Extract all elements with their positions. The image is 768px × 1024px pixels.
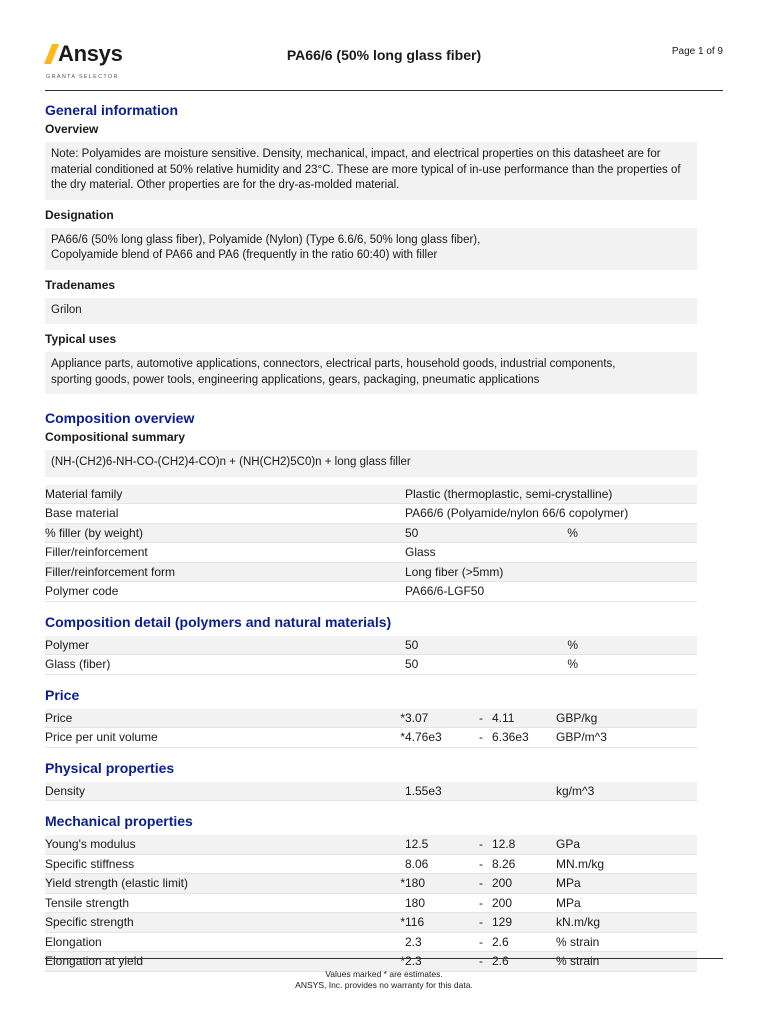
table-row (45, 932, 697, 952)
value-low: 116 (405, 913, 470, 933)
property-value: PA66/6-LGF50 (405, 582, 697, 602)
footer-estimates-note: Values marked * are estimates. (325, 969, 443, 979)
property-name: % filler (by weight) (45, 523, 405, 543)
logo-text: Ansys (58, 41, 123, 66)
value-high: 2.6 (492, 932, 556, 952)
physical-table (45, 782, 697, 802)
range-dash: - (470, 728, 492, 748)
property-name: Polymer code (45, 582, 405, 602)
property-name: Price per unit volume (45, 728, 390, 748)
table-row (45, 562, 697, 582)
property-unit: kN.m/kg (556, 913, 697, 933)
estimate-marker: * (390, 728, 405, 748)
table-row (45, 782, 697, 801)
value-high: 8.26 (492, 854, 556, 874)
property-unit: % (567, 636, 697, 655)
range-dash: - (470, 932, 492, 952)
estimate-marker (390, 854, 405, 874)
range-dash (470, 782, 492, 801)
section-title-physical: Physical properties (45, 759, 175, 776)
property-value: Long fiber (>5mm) (405, 562, 697, 582)
compositional-summary-text: (NH-(CH2)6-NH-CO-(CH2)4-CO)n + (NH(CH2)5C0)n + long glass filler (45, 450, 697, 477)
table-row (45, 543, 697, 563)
value-high: 12.8 (492, 835, 556, 854)
table-row (45, 504, 697, 524)
range-dash: - (470, 913, 492, 933)
footer-divider (45, 958, 723, 959)
value-high: 2.6 (492, 952, 556, 972)
price-table (45, 709, 697, 748)
table-row (45, 913, 697, 933)
value-low: 2.3 (405, 932, 470, 952)
typical-uses-line: sporting goods, power tools, engineering applications, gears, packaging, pneumatic applications (51, 373, 540, 386)
designation-line: Copolyamide blend of PA66 and PA6 (frequently in the ratio 60:40) with filler (51, 249, 438, 261)
property-unit: kg/m^3 (556, 782, 697, 801)
property-name: Filler/reinforcement (45, 543, 405, 563)
overview-text: Note: Polyamides are moisture sensitive. Density, mechanical, impact, and electrical properties on this datasheet are for material conditioned at 50% relative humidity and 23°C. These are more typical of in-use performance than the properties of the dry material. Other properties are for the dry-as-molded material. (45, 142, 697, 200)
property-unit: % (567, 523, 697, 543)
range-dash: - (470, 952, 492, 972)
property-unit: MPa (556, 874, 697, 894)
compositional-summary-label: Compositional summary (45, 430, 186, 444)
value-low: 180 (405, 874, 470, 894)
property-name: Filler/reinforcement form (45, 562, 405, 582)
value-high: 4.11 (492, 709, 556, 728)
property-unit: MN.m/kg (556, 854, 697, 874)
composition-detail-table (45, 636, 697, 675)
property-unit: GBP/m^3 (556, 728, 697, 748)
range-dash: - (470, 854, 492, 874)
table-row (45, 636, 697, 655)
property-value: PA66/6 (Polyamide/nylon 66/6 copolymer) (405, 504, 697, 524)
estimate-marker: * (390, 709, 405, 728)
header-divider (45, 90, 723, 91)
table-row (45, 582, 697, 602)
page-number: Page 1 of 9 (671, 46, 723, 57)
footer-warranty-note: ANSYS, Inc. provides no warranty for this data. (295, 980, 473, 990)
designation-box (45, 228, 697, 270)
property-value: 50 (405, 523, 567, 543)
range-dash: - (470, 874, 492, 894)
value-low: 8.06 (405, 854, 470, 874)
estimate-marker (390, 932, 405, 952)
property-name: Tensile strength (45, 893, 390, 913)
typical-uses-line: Appliance parts, automotive applications, connectors, electrical parts, household goods, industrial components, (51, 358, 616, 370)
logo-subtitle: GRANTA SELECTOR (46, 74, 119, 80)
table-row (45, 893, 697, 913)
property-unit: GPa (556, 835, 697, 854)
property-name: Young's modulus (45, 835, 390, 854)
property-name: Glass (fiber) (45, 655, 405, 675)
value-high: 6.36e3 (492, 728, 556, 748)
table-row (45, 835, 697, 854)
mechanical-table (45, 835, 697, 972)
table-row (45, 854, 697, 874)
content (45, 96, 697, 972)
property-name: Polymer (45, 636, 405, 655)
document-title: PA66/6 (50% long glass fiber) (286, 47, 482, 63)
range-dash: - (470, 709, 492, 728)
property-name: Material family (45, 485, 405, 504)
section-title-price: Price (45, 686, 80, 703)
footer (0, 969, 768, 991)
property-name: Specific strength (45, 913, 390, 933)
property-unit: % (567, 655, 697, 675)
table-row (45, 523, 697, 543)
typical-uses-label: Typical uses (45, 332, 117, 346)
estimate-marker: * (390, 952, 405, 972)
typical-uses-box (45, 352, 697, 394)
value-high: 129 (492, 913, 556, 933)
estimate-marker (390, 835, 405, 854)
designation-line: PA66/6 (50% long glass fiber), Polyamide (Nylon) (Type 6.6/6, 50% long glass fiber), (51, 233, 481, 246)
estimate-marker: * (390, 913, 405, 933)
table-row (45, 655, 697, 675)
table-row (45, 709, 697, 728)
value-low: 2.3 (405, 952, 470, 972)
composition-table (45, 485, 697, 602)
tradenames-label: Tradenames (45, 277, 116, 292)
value-low: 3.07 (405, 709, 470, 728)
overview-label: Overview (45, 122, 99, 136)
value-low: 180 (405, 893, 470, 913)
designation-label: Designation (45, 207, 114, 222)
property-name: Elongation (45, 932, 390, 952)
range-dash: - (470, 893, 492, 913)
property-unit: MPa (556, 893, 697, 913)
range-dash: - (470, 835, 492, 854)
value-low: 1.55e3 (405, 782, 470, 801)
value-high (492, 782, 556, 801)
value-low: 12.5 (405, 835, 470, 854)
tradenames-text: Grilon (45, 298, 697, 325)
section-title-mechanical: Mechanical properties (45, 813, 193, 829)
property-name: Density (45, 782, 390, 801)
section-title-composition-detail: Composition detail (polymers and natural materials) (45, 613, 392, 630)
value-high: 200 (492, 874, 556, 894)
property-value: 50 (405, 655, 567, 675)
table-row (45, 728, 697, 748)
property-name: Base material (45, 504, 405, 524)
property-value: Plastic (thermoplastic, semi-crystalline) (405, 485, 697, 504)
property-name: Elongation at yield (45, 952, 390, 972)
section-title-general: General information (45, 102, 179, 118)
property-value: 50 (405, 636, 567, 655)
property-name: Specific stiffness (45, 854, 390, 874)
property-unit: % strain (556, 932, 697, 952)
table-row (45, 874, 697, 894)
property-value: Glass (405, 543, 697, 563)
table-row (45, 485, 697, 504)
value-high: 200 (492, 893, 556, 913)
property-name: Price (45, 709, 390, 728)
property-unit: GBP/kg (556, 709, 697, 728)
property-unit: % strain (556, 952, 697, 972)
value-low: 4.76e3 (405, 728, 470, 748)
estimate-marker (390, 893, 405, 913)
property-name: Yield strength (elastic limit) (45, 874, 390, 894)
estimate-marker (390, 782, 405, 801)
section-title-composition: Composition overview (45, 410, 195, 426)
estimate-marker: * (390, 874, 405, 894)
